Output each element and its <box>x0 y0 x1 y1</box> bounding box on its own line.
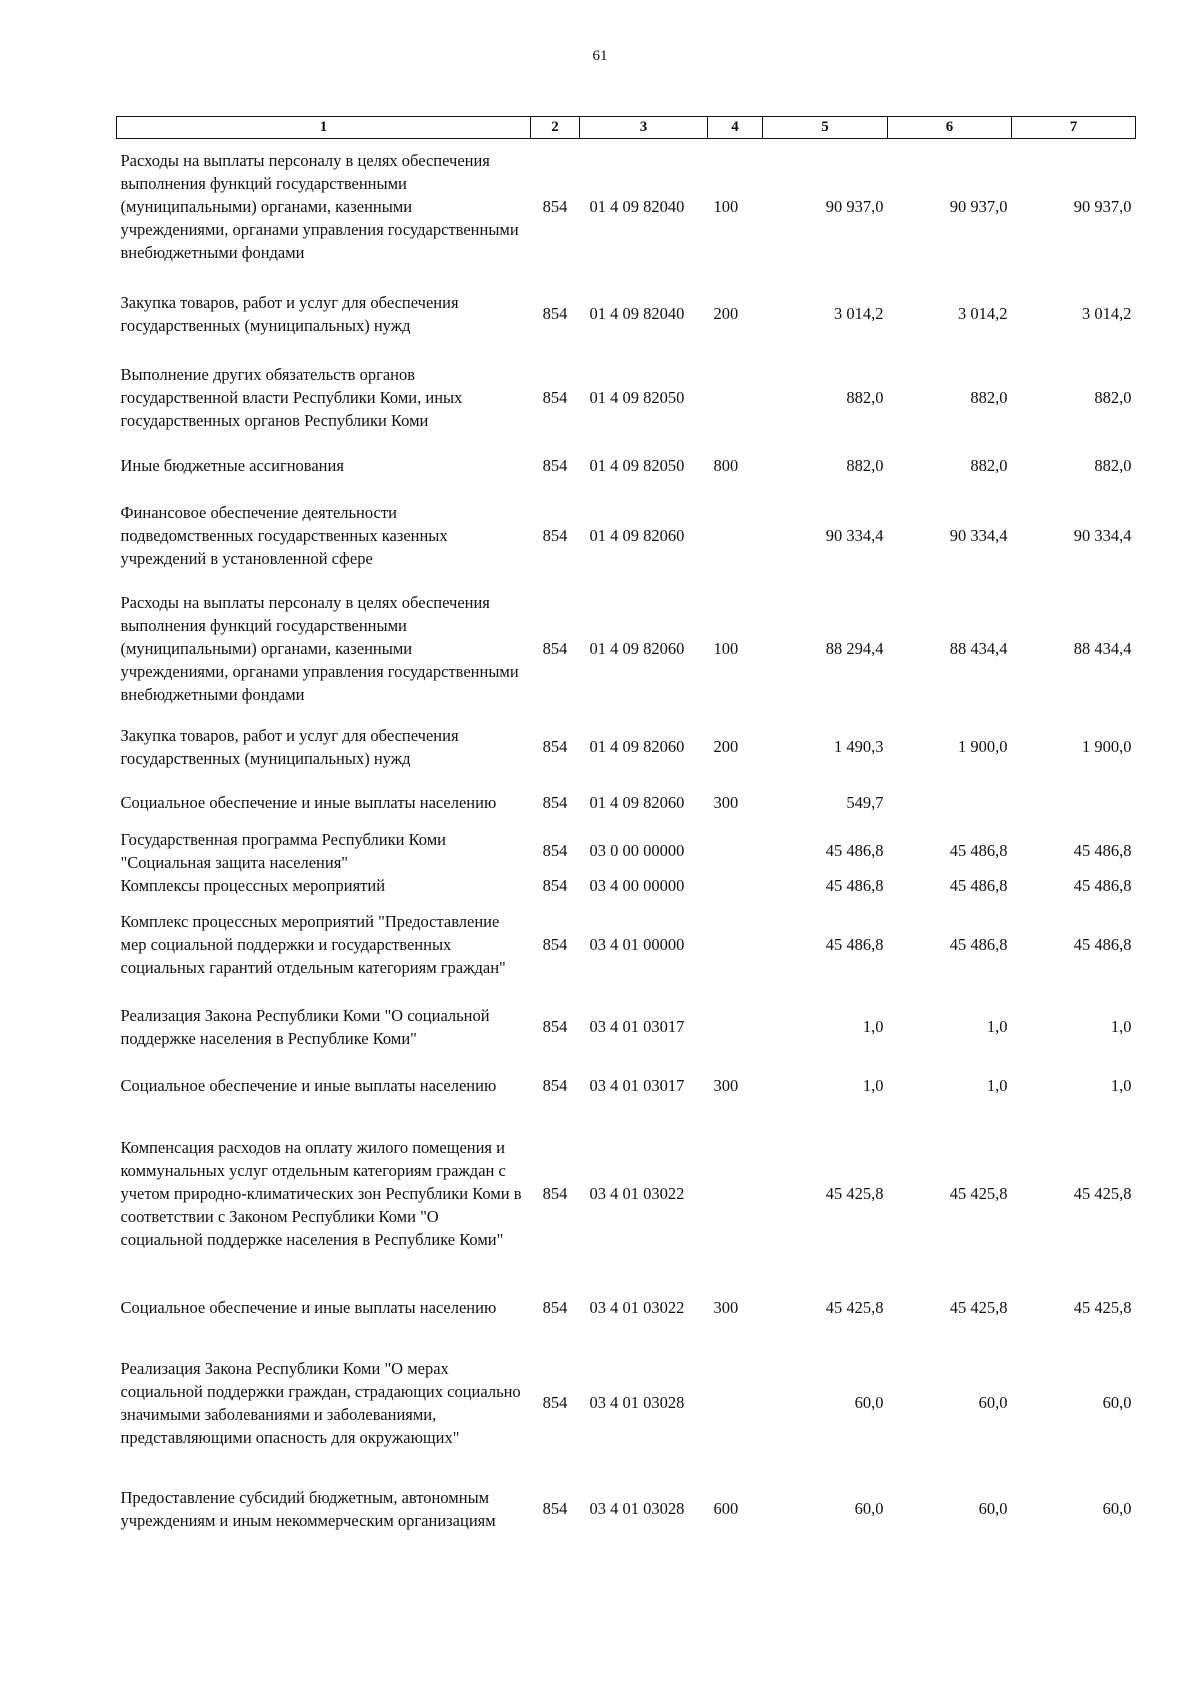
row-value-7: 60,0 <box>1102 1499 1132 1518</box>
row-value-5: 45 486,8 <box>825 876 884 895</box>
row-csr: 03 4 00 00000 <box>589 876 685 895</box>
row-csr: 03 4 01 03017 <box>589 1017 685 1036</box>
row-name: Социальное обеспечение и иные выплаты населению <box>120 1298 497 1317</box>
row-ved: 854 <box>542 638 568 658</box>
row-value-5: 90 334,4 <box>825 526 884 545</box>
row-vr <box>708 828 763 874</box>
row-value-5: 45 425,8 <box>825 1184 884 1203</box>
row-value-6: 45 486,8 <box>949 841 1008 860</box>
row-value-6: 882,0 <box>970 387 1008 407</box>
header-row <box>117 117 1136 139</box>
row-value-6: 882,0 <box>970 456 1008 475</box>
row-vr: 100 <box>713 638 739 658</box>
row-value-6: 1,0 <box>986 1017 1008 1036</box>
row-csr: 01 4 09 82040 <box>589 196 685 216</box>
row-value-5: 882,0 <box>846 456 884 475</box>
row-value-7: 45 425,8 <box>1073 1298 1132 1317</box>
row-ved: 854 <box>542 1076 568 1095</box>
row-csr: 03 4 01 03028 <box>589 1393 685 1412</box>
row-value-6: 88 434,4 <box>949 638 1008 658</box>
row-value-5: 3 014,2 <box>834 304 884 323</box>
row-name: Иные бюджетные ассигнования <box>120 456 344 475</box>
row-value-7: 88 434,4 <box>1073 638 1132 658</box>
row-value-5: 45 425,8 <box>825 1298 884 1317</box>
row-name: Государственная программа Республики Коми "Социальная защита населения" <box>120 829 446 872</box>
row-value-7: 60,0 <box>1102 1393 1132 1412</box>
row-vr: 200 <box>713 304 739 323</box>
row-csr: 03 4 01 03028 <box>589 1499 685 1518</box>
row-value-5: 1,0 <box>862 1017 884 1036</box>
row-vr: 300 <box>713 1076 739 1095</box>
row-vr: 100 <box>713 196 739 216</box>
row-ved: 854 <box>542 737 568 756</box>
table-row <box>117 354 1136 441</box>
row-value-7: 1,0 <box>1110 1076 1132 1095</box>
row-ved: 854 <box>542 196 568 216</box>
row-value-5: 90 937,0 <box>825 196 884 216</box>
table-row <box>117 1278 1136 1338</box>
row-name: Расходы на выплаты персоналу в целях обеспечения выполнения функций государственными (муниципальными) органами, казенными учреждениями, органами управления государственными внебюджетными фондами <box>120 592 519 704</box>
row-value-7: 90 937,0 <box>1073 196 1132 216</box>
row-vr <box>708 1110 763 1278</box>
table-row <box>117 1062 1136 1110</box>
row-value-6: 90 334,4 <box>949 526 1008 545</box>
row-name: Социальное обеспечение и иные выплаты населению <box>120 793 497 812</box>
row-csr: 01 4 09 82060 <box>589 526 685 545</box>
col-header-4: 4 <box>708 117 763 139</box>
table-row <box>117 1468 1136 1550</box>
table-row <box>117 274 1136 354</box>
row-value-6: 1,0 <box>986 1076 1008 1095</box>
row-name: Закупка товаров, работ и услуг для обеспечения государственных (муниципальных) нужд <box>120 725 459 768</box>
row-ved: 854 <box>542 841 568 860</box>
row-value-5: 1 490,3 <box>834 737 884 756</box>
row-value-7: 45 486,8 <box>1073 876 1132 895</box>
col-header-2: 2 <box>531 117 580 139</box>
row-vr <box>708 1338 763 1468</box>
row-value-6: 45 486,8 <box>949 935 1008 954</box>
col-header-7: 7 <box>1012 117 1136 139</box>
row-csr: 01 4 09 82060 <box>589 793 685 812</box>
row-ved: 854 <box>542 526 568 545</box>
row-name: Выполнение других обязательств органов государственной власти Республики Коми, иных государственных органов Республики Коми <box>120 364 463 430</box>
row-value-6: 1 900,0 <box>958 737 1008 756</box>
table-row <box>117 441 1136 491</box>
row-csr: 03 4 01 03022 <box>589 1184 685 1203</box>
row-name: Реализация Закона Республики Коми "О социальной поддержке населения в Республике Коми" <box>120 1005 490 1048</box>
row-value-7 <box>1012 778 1136 828</box>
row-value-6: 60,0 <box>978 1499 1008 1518</box>
row-value-7: 1,0 <box>1110 1017 1132 1036</box>
row-ved: 854 <box>542 304 568 323</box>
col-header-1: 1 <box>117 117 531 139</box>
table-row <box>117 828 1136 874</box>
row-value-7: 45 425,8 <box>1073 1184 1132 1203</box>
row-vr: 600 <box>713 1499 739 1518</box>
row-value-5: 1,0 <box>862 1076 884 1095</box>
row-name: Предоставление субсидий бюджетным, автономным учреждениям и иным некоммерческим организациям <box>120 1487 496 1530</box>
row-csr: 01 4 09 82060 <box>589 737 685 756</box>
row-ved: 854 <box>542 1017 568 1036</box>
col-header-3: 3 <box>580 117 708 139</box>
row-name: Финансовое обеспечение деятельности подведомственных государственных казенных учреждений в установленной сфере <box>120 503 448 568</box>
row-value-7: 90 334,4 <box>1073 526 1132 545</box>
row-value-6: 45 425,8 <box>949 1184 1008 1203</box>
row-value-6: 45 486,8 <box>949 876 1008 895</box>
row-vr <box>708 354 763 441</box>
table-row <box>117 1110 1136 1278</box>
row-vr: 800 <box>713 456 739 475</box>
row-ved: 854 <box>542 1393 568 1412</box>
row-value-7: 1 900,0 <box>1082 737 1132 756</box>
table-row <box>117 898 1136 992</box>
row-value-7: 882,0 <box>1094 387 1132 407</box>
row-value-5: 60,0 <box>854 1393 884 1412</box>
row-ved: 854 <box>542 876 568 895</box>
row-value-5: 882,0 <box>846 387 884 407</box>
row-csr: 03 4 01 00000 <box>589 935 685 954</box>
row-csr: 01 4 09 82050 <box>589 456 685 475</box>
row-vr <box>708 491 763 581</box>
row-ved: 854 <box>542 1298 568 1317</box>
row-csr: 03 4 01 03022 <box>589 1298 685 1317</box>
row-value-5: 549,7 <box>846 793 884 812</box>
row-value-6 <box>888 778 1012 828</box>
row-ved: 854 <box>542 1184 568 1203</box>
table-row <box>117 874 1136 898</box>
col-header-6: 6 <box>888 117 1012 139</box>
row-value-5: 60,0 <box>854 1499 884 1518</box>
row-value-6: 60,0 <box>978 1393 1008 1412</box>
table-row <box>117 778 1136 828</box>
row-csr: 01 4 09 82060 <box>589 638 685 658</box>
table-row <box>117 491 1136 581</box>
row-ved: 854 <box>542 456 568 475</box>
row-ved: 854 <box>542 793 568 812</box>
row-value-6: 3 014,2 <box>958 304 1008 323</box>
table-row <box>117 139 1136 274</box>
row-value-7: 882,0 <box>1094 456 1132 475</box>
row-name: Закупка товаров, работ и услуг для обеспечения государственных (муниципальных) нужд <box>120 292 459 335</box>
row-vr <box>708 992 763 1062</box>
row-value-5: 88 294,4 <box>825 638 884 658</box>
row-name: Расходы на выплаты персоналу в целях обеспечения выполнения функций государственными (муниципальными) органами, казенными учреждениями, органами управления государственными внебюджетными фондами <box>120 150 519 262</box>
row-csr: 01 4 09 82040 <box>589 304 685 323</box>
table-row <box>117 716 1136 778</box>
row-vr: 300 <box>713 1298 739 1317</box>
row-csr: 01 4 09 82050 <box>589 387 685 407</box>
row-ved: 854 <box>542 387 568 407</box>
budget-table <box>116 116 1136 1550</box>
row-name: Компенсация расходов на оплату жилого помещения и коммунальных услуг отдельным категориям граждан с учетом природно-климатических зон Республики Коми в соответствии с Законом Республики Коми "О социальной поддержке населения в Республике Коми" <box>120 1138 522 1249</box>
row-ved: 854 <box>542 935 568 954</box>
row-value-5: 45 486,8 <box>825 841 884 860</box>
row-value-7: 45 486,8 <box>1073 841 1132 860</box>
row-value-6: 90 937,0 <box>949 196 1008 216</box>
row-vr <box>708 874 763 898</box>
row-value-7: 45 486,8 <box>1073 935 1132 954</box>
table-row <box>117 581 1136 716</box>
col-header-5: 5 <box>763 117 888 139</box>
row-name: Реализация Закона Республики Коми "О мерах социальной поддержки граждан, страдающих социально значимыми заболеваниями и заболеваниями, представляющими опасность для окружающих" <box>120 1358 521 1447</box>
table-row <box>117 992 1136 1062</box>
row-vr: 200 <box>713 737 739 756</box>
row-value-5: 45 486,8 <box>825 935 884 954</box>
row-name: Комплексы процессных мероприятий <box>120 876 386 895</box>
row-value-7: 3 014,2 <box>1082 304 1132 323</box>
row-vr: 300 <box>713 793 739 812</box>
row-name: Комплекс процессных мероприятий "Предоставление мер социальной поддержки и государственных социальных гарантий отдельным категориям граждан" <box>120 912 506 977</box>
row-csr: 03 4 01 03017 <box>589 1076 685 1095</box>
row-name: Социальное обеспечение и иные выплаты населению <box>120 1076 497 1095</box>
row-vr <box>708 898 763 992</box>
row-value-6: 45 425,8 <box>949 1298 1008 1317</box>
row-csr: 03 0 00 00000 <box>589 841 685 860</box>
page-number: 61 <box>592 48 608 64</box>
row-ved: 854 <box>542 1499 568 1518</box>
table-row <box>117 1338 1136 1468</box>
